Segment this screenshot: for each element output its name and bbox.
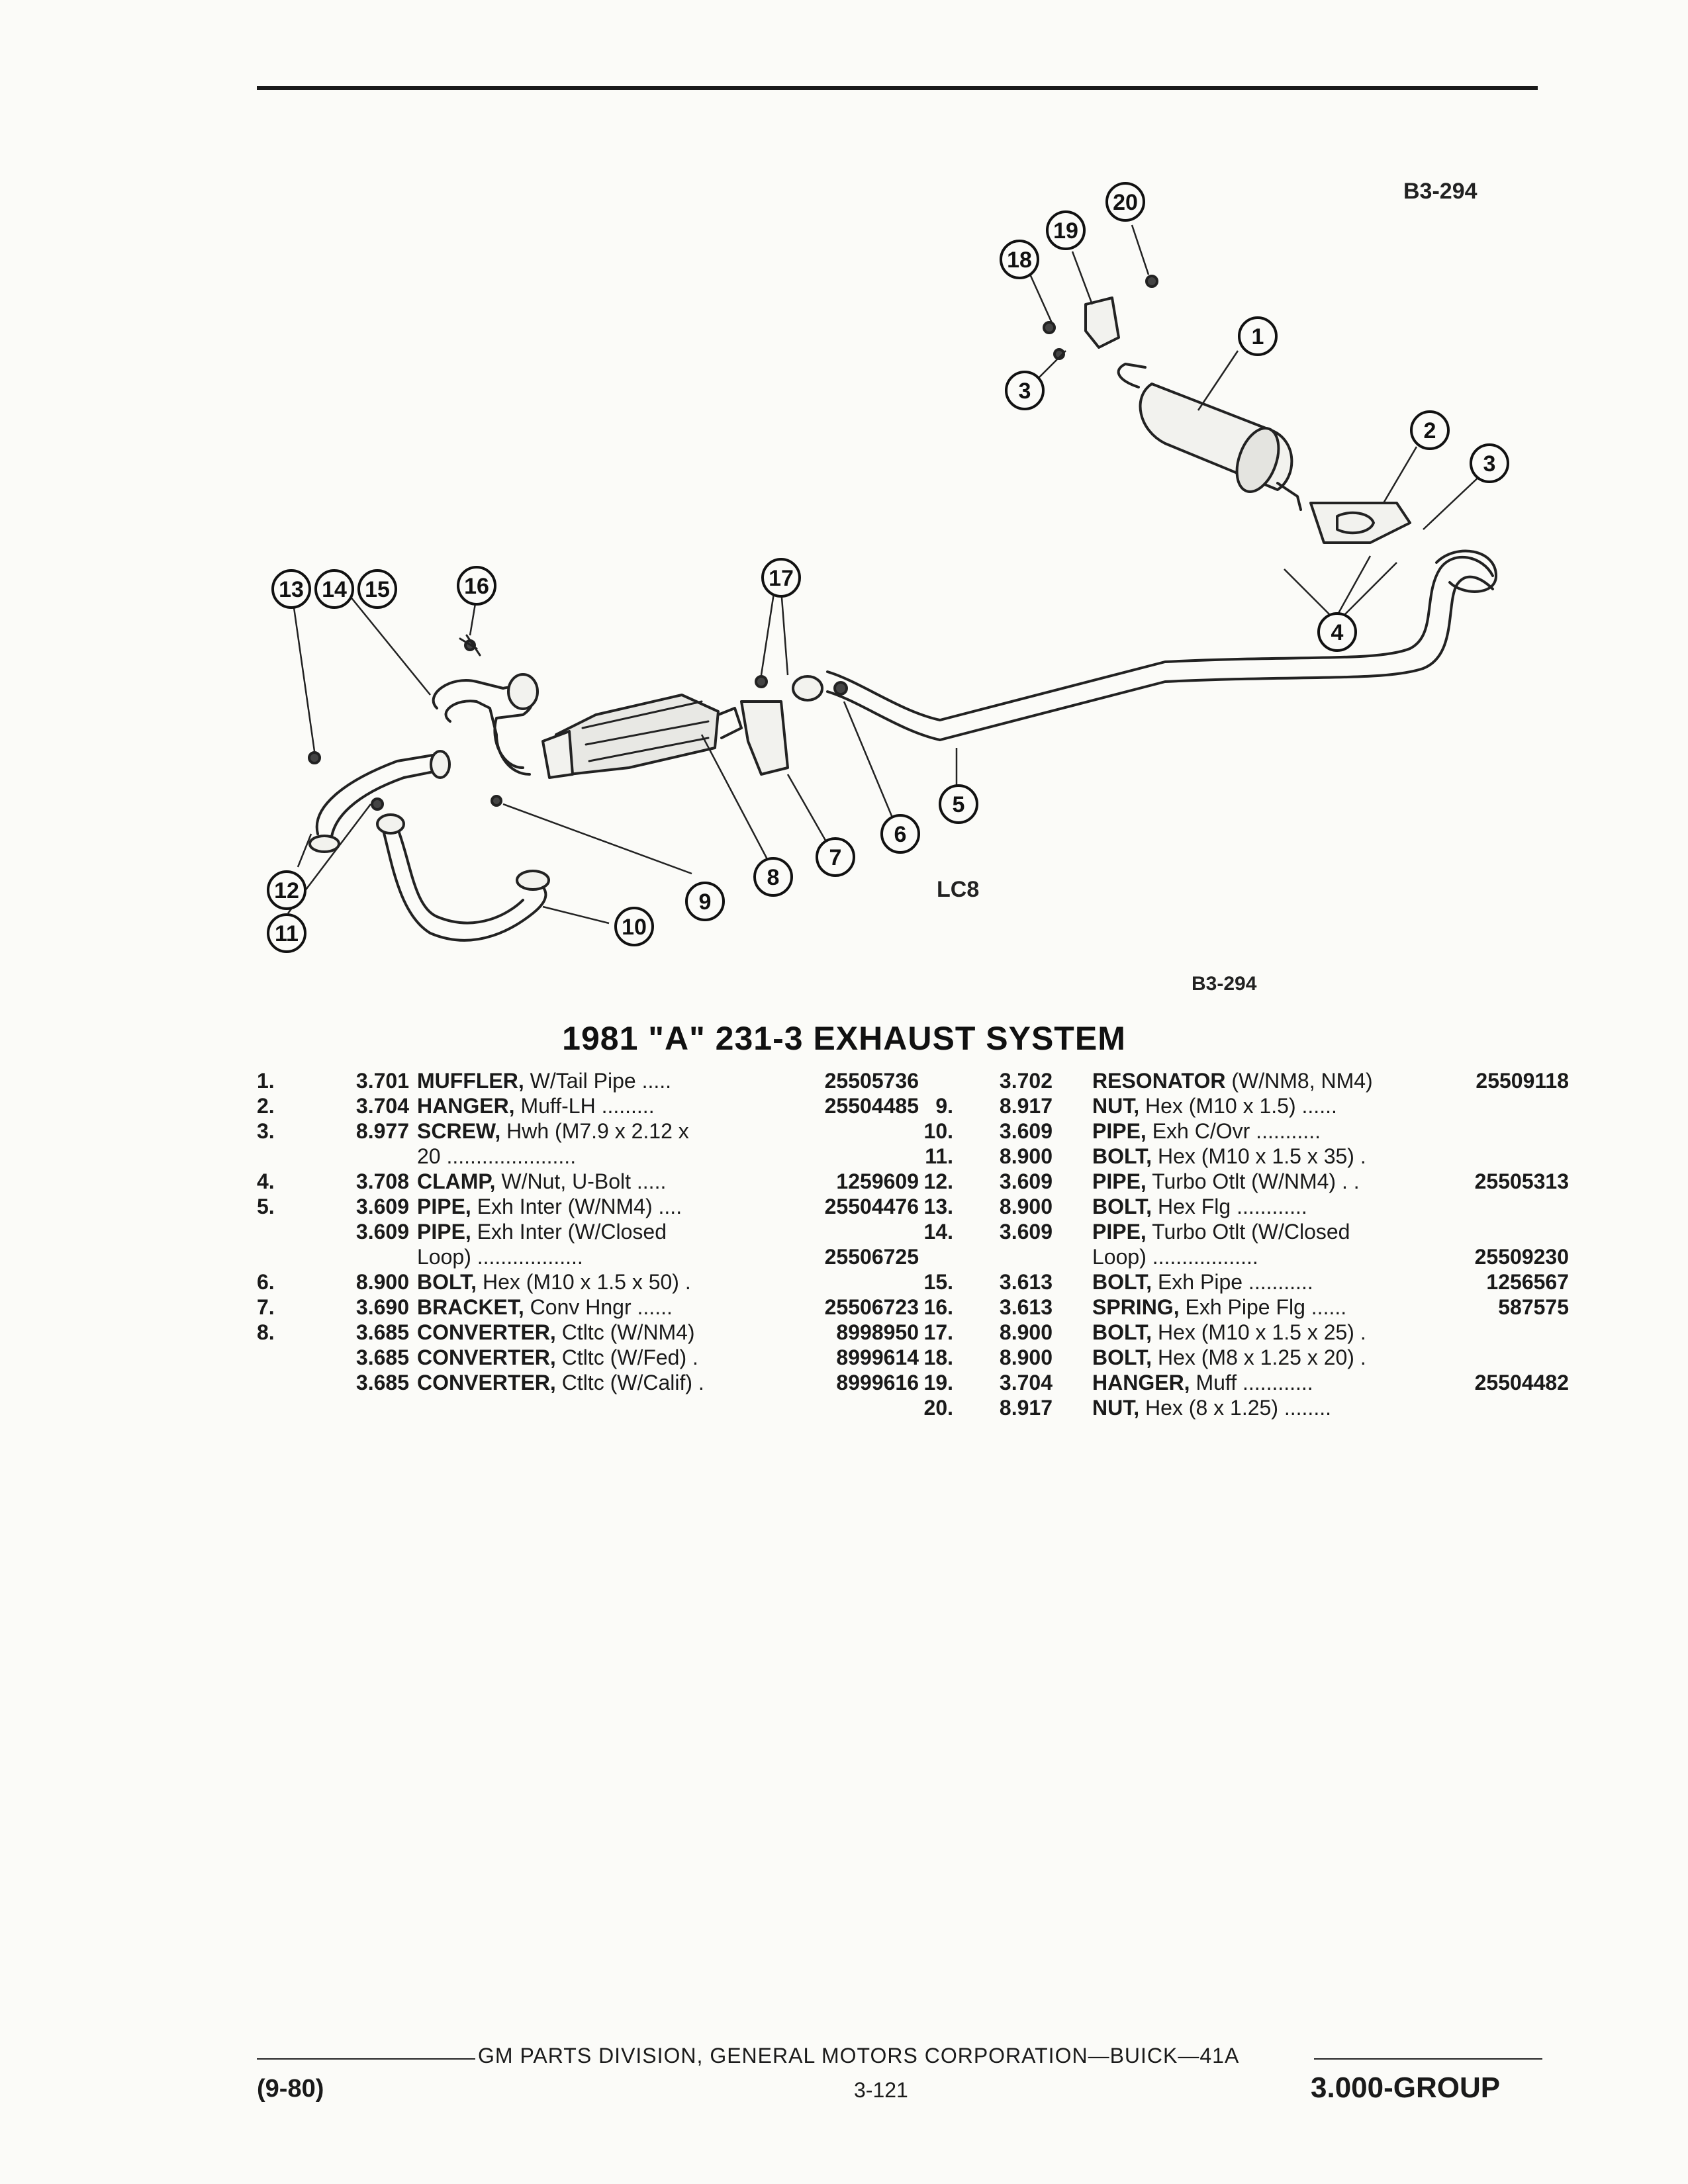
- part-detail: Hex Flg ............: [1157, 1195, 1307, 1218]
- parts-row: [257, 1194, 919, 1219]
- part-detail: Hex (M10 x 1.5 x 50) .: [482, 1270, 691, 1294]
- callout-14: 14: [322, 577, 347, 602]
- item-number: 3.: [257, 1119, 275, 1143]
- callout-5: 5: [952, 792, 965, 817]
- part-description: [417, 1320, 695, 1345]
- callout-13: 13: [279, 577, 304, 602]
- parts-row: [894, 1295, 1569, 1320]
- part-detail: Hwh (M7.9 x 2.12 x: [506, 1119, 689, 1143]
- item-number: 1.: [257, 1069, 275, 1093]
- part-number: 8999614: [836, 1345, 919, 1369]
- part-detail: Muff ............: [1196, 1371, 1313, 1394]
- parts-row: [257, 1144, 919, 1169]
- part-description: [1092, 1269, 1313, 1295]
- part-number: 8998950: [836, 1320, 919, 1344]
- part-number: 25506725: [824, 1245, 919, 1269]
- part-description: [1092, 1194, 1307, 1219]
- parts-row: [257, 1269, 919, 1295]
- part-description: [1092, 1320, 1366, 1345]
- part-description: [417, 1169, 666, 1194]
- part-number: 25504476: [824, 1195, 919, 1218]
- part-name: SPRING,: [1092, 1295, 1180, 1319]
- part-description: [417, 1269, 691, 1295]
- parts-row: [894, 1244, 1569, 1269]
- part-name: HANGER,: [1092, 1371, 1190, 1394]
- parts-row: [257, 1118, 919, 1144]
- footer-rule-left: [257, 2058, 475, 2060]
- part-name: PIPE,: [417, 1195, 471, 1218]
- part-name: BOLT,: [1092, 1144, 1152, 1168]
- callout-9: 9: [698, 889, 712, 915]
- parts-row: [894, 1118, 1556, 1144]
- part-detail: Hex (8 x 1.25) ........: [1145, 1396, 1331, 1420]
- part-name: NUT,: [1092, 1094, 1140, 1118]
- part-name: BOLT,: [1092, 1195, 1152, 1218]
- parts-row: [894, 1219, 1556, 1244]
- part-description: [1092, 1144, 1366, 1169]
- part-detail: Exh Inter (W/Closed: [477, 1220, 667, 1244]
- item-number: 5.: [257, 1195, 275, 1218]
- item-number: 19.: [923, 1371, 953, 1394]
- parts-list-left: [257, 1068, 919, 1395]
- footer-center-text: GM PARTS DIVISION, GENERAL MOTORS CORPORATION—BUICK—41A: [478, 2044, 1240, 2068]
- part-description: [1092, 1219, 1350, 1244]
- engine-label: LC8: [937, 877, 980, 902]
- item-number: 7.: [257, 1295, 275, 1319]
- group-code: 3.613: [999, 1295, 1053, 1319]
- part-description: [1092, 1295, 1346, 1320]
- parts-row: [257, 1345, 919, 1370]
- parts-row: [257, 1244, 919, 1269]
- item-number: 15.: [923, 1270, 953, 1294]
- part-name: BOLT,: [1092, 1320, 1152, 1344]
- part-number: 25504482: [1474, 1371, 1569, 1394]
- parts-row: [257, 1320, 919, 1345]
- group-code: 3.690: [355, 1295, 409, 1319]
- callout-16: 16: [464, 574, 489, 599]
- part-description: [417, 1093, 655, 1118]
- page-title: 1981 "A" 231-3 EXHAUST SYSTEM: [562, 1020, 1126, 1057]
- group-code: 3.704: [355, 1094, 409, 1118]
- group-code: 8.900: [999, 1320, 1053, 1344]
- part-name: SCREW,: [417, 1119, 501, 1143]
- part-number: 25505313: [1474, 1169, 1569, 1193]
- part-number: 25506723: [824, 1295, 919, 1319]
- item-number: 9.: [935, 1094, 953, 1118]
- part-detail: W/Tail Pipe .....: [530, 1069, 672, 1093]
- part-name: MUFFLER,: [417, 1069, 524, 1093]
- item-number: 17.: [923, 1320, 953, 1344]
- parts-row: [894, 1194, 1556, 1219]
- part-detail: Exh C/Ovr ...........: [1152, 1119, 1321, 1143]
- callout-3b: 3: [1018, 379, 1031, 404]
- part-detail: Ctltc (W/Fed) .: [561, 1345, 698, 1369]
- item-number: 11.: [925, 1144, 953, 1168]
- part-number: 25505736: [824, 1069, 919, 1093]
- item-number: 6.: [257, 1270, 275, 1294]
- parts-row: [894, 1320, 1556, 1345]
- callout-20: 20: [1113, 190, 1138, 215]
- group-code: 3.613: [999, 1270, 1053, 1294]
- item-number: 18.: [923, 1345, 953, 1369]
- part-detail: Loop) ..................: [417, 1245, 583, 1269]
- part-description: [1092, 1169, 1360, 1194]
- parts-row: [257, 1219, 919, 1244]
- part-description: [417, 1219, 667, 1244]
- part-name: CONVERTER,: [417, 1320, 556, 1344]
- part-description: [417, 1370, 704, 1395]
- part-description: [417, 1345, 698, 1370]
- item-number: 13.: [923, 1195, 953, 1218]
- parts-row: [894, 1169, 1569, 1194]
- part-description: [417, 1194, 682, 1219]
- part-name: BOLT,: [1092, 1345, 1152, 1369]
- callout-8: 8: [767, 865, 780, 890]
- group-code: 3.701: [355, 1069, 409, 1093]
- parts-row: [894, 1068, 1569, 1093]
- item-number: 10.: [923, 1119, 953, 1143]
- part-description: [417, 1118, 689, 1144]
- group-code: 3.704: [999, 1371, 1053, 1394]
- part-number: 8999616: [836, 1371, 919, 1394]
- footer-page-number: 3-121: [854, 2078, 908, 2102]
- part-description: [1092, 1118, 1321, 1144]
- part-detail: Ctltc (W/NM4): [561, 1320, 695, 1344]
- footer-rule-right: [1314, 2058, 1542, 2060]
- group-code: 3.708: [355, 1169, 409, 1193]
- part-name: NUT,: [1092, 1396, 1140, 1420]
- parts-row: [894, 1370, 1569, 1395]
- parts-row: [257, 1169, 919, 1194]
- part-detail: Ctltc (W/Calif) .: [561, 1371, 704, 1394]
- callout-15: 15: [365, 577, 390, 602]
- figure-code-top: B3-294: [1403, 179, 1477, 204]
- part-name: PIPE,: [417, 1220, 471, 1244]
- part-name: PIPE,: [1092, 1169, 1147, 1193]
- callout-1: 1: [1251, 324, 1264, 349]
- footer-date: (9-80): [257, 2075, 324, 2103]
- callout-4: 4: [1331, 620, 1344, 645]
- part-detail: Hex (M10 x 1.5 x 25) .: [1157, 1320, 1366, 1344]
- part-name: CLAMP,: [417, 1169, 496, 1193]
- item-number: 16.: [923, 1295, 953, 1319]
- part-detail: Exh Pipe Flg ......: [1185, 1295, 1347, 1319]
- part-name: CONVERTER,: [417, 1345, 556, 1369]
- part-name: RESONATOR: [1092, 1069, 1226, 1093]
- callout-17: 17: [769, 566, 794, 591]
- part-detail: Loop) ..................: [1092, 1245, 1258, 1269]
- item-number: 2.: [257, 1094, 275, 1118]
- part-number: 25504485: [824, 1094, 919, 1118]
- part-number: 25509230: [1474, 1245, 1569, 1269]
- group-code: 3.685: [355, 1345, 409, 1369]
- callout-7: 7: [829, 845, 842, 870]
- parts-row: [894, 1269, 1569, 1295]
- callout-11: 11: [275, 921, 299, 946]
- item-number: 20.: [923, 1396, 953, 1420]
- group-code: 8.900: [999, 1195, 1053, 1218]
- parts-row: [257, 1093, 919, 1118]
- part-name: HANGER,: [417, 1094, 515, 1118]
- part-description: [1092, 1345, 1366, 1370]
- parts-row: [894, 1093, 1556, 1118]
- part-description: [417, 1068, 671, 1093]
- group-code: 3.685: [355, 1371, 409, 1394]
- figure-code-bottom: B3-294: [1192, 973, 1257, 995]
- part-detail: Turbo Otlt (W/Closed: [1152, 1220, 1350, 1244]
- parts-row: [894, 1144, 1556, 1169]
- group-code: 3.685: [355, 1320, 409, 1344]
- part-name: BRACKET,: [417, 1295, 524, 1319]
- group-code: 3.609: [999, 1169, 1053, 1193]
- group-code: 3.609: [999, 1220, 1053, 1244]
- part-name: BOLT,: [1092, 1270, 1152, 1294]
- part-detail: Conv Hngr ......: [530, 1295, 673, 1319]
- parts-row: [257, 1068, 919, 1093]
- part-number: 587575: [1498, 1295, 1569, 1319]
- footer-group: 3.000-GROUP: [1311, 2071, 1501, 2104]
- part-detail: Turbo Otlt (W/NM4) . .: [1152, 1169, 1360, 1193]
- group-code: 8.917: [999, 1094, 1053, 1118]
- item-number: 14.: [923, 1220, 953, 1244]
- group-code: 3.609: [355, 1195, 409, 1218]
- group-code: 8.900: [355, 1270, 409, 1294]
- part-description: [1092, 1370, 1313, 1395]
- part-description: [1092, 1068, 1373, 1093]
- group-code: 8.977: [355, 1119, 409, 1143]
- part-description: [417, 1295, 673, 1320]
- part-number: 25509118: [1476, 1069, 1569, 1093]
- part-detail: Hex (M10 x 1.5 x 35) .: [1157, 1144, 1366, 1168]
- callout-10: 10: [622, 915, 647, 940]
- part-detail: Muff-LH .........: [520, 1094, 655, 1118]
- part-name: CONVERTER,: [417, 1371, 556, 1394]
- parts-list-right: [894, 1068, 1569, 1420]
- callout-19: 19: [1053, 218, 1078, 244]
- part-number: 1259609: [836, 1169, 919, 1193]
- part-detail: (W/NM8, NM4): [1231, 1069, 1373, 1093]
- part-detail: Hex (M10 x 1.5) ......: [1145, 1094, 1337, 1118]
- item-number: 8.: [257, 1320, 275, 1344]
- callout-2: 2: [1423, 418, 1436, 443]
- part-description: [417, 1244, 583, 1269]
- item-number: 12.: [923, 1169, 953, 1193]
- parts-row: [257, 1370, 919, 1395]
- group-code: 3.702: [999, 1069, 1053, 1093]
- group-code: 3.609: [999, 1119, 1053, 1143]
- part-name: PIPE,: [1092, 1220, 1147, 1244]
- part-description: [417, 1144, 576, 1169]
- item-number: 4.: [257, 1169, 275, 1193]
- group-code: 8.917: [999, 1396, 1053, 1420]
- group-code: 3.609: [355, 1220, 409, 1244]
- part-name: BOLT,: [417, 1270, 477, 1294]
- group-code: 8.900: [999, 1345, 1053, 1369]
- part-description: [1092, 1244, 1258, 1269]
- parts-row: [894, 1345, 1556, 1370]
- part-description: [1092, 1395, 1331, 1420]
- exhaust-system-diagram: [0, 0, 1688, 1006]
- callout-6: 6: [894, 822, 907, 847]
- callout-18: 18: [1007, 248, 1032, 273]
- part-detail: Hex (M8 x 1.25 x 20) .: [1157, 1345, 1366, 1369]
- part-description: [1092, 1093, 1337, 1118]
- callout-3: 3: [1483, 451, 1496, 477]
- part-number: 1256567: [1486, 1270, 1569, 1294]
- part-detail: W/Nut, U-Bolt .....: [501, 1169, 667, 1193]
- group-code: 8.900: [999, 1144, 1053, 1168]
- part-detail: Exh Pipe ...........: [1157, 1270, 1313, 1294]
- part-detail: Exh Inter (W/NM4) ....: [477, 1195, 682, 1218]
- part-detail: 20 ......................: [417, 1144, 577, 1168]
- parts-row: [894, 1395, 1556, 1420]
- callout-12: 12: [274, 878, 299, 903]
- part-name: PIPE,: [1092, 1119, 1147, 1143]
- parts-row: [257, 1295, 919, 1320]
